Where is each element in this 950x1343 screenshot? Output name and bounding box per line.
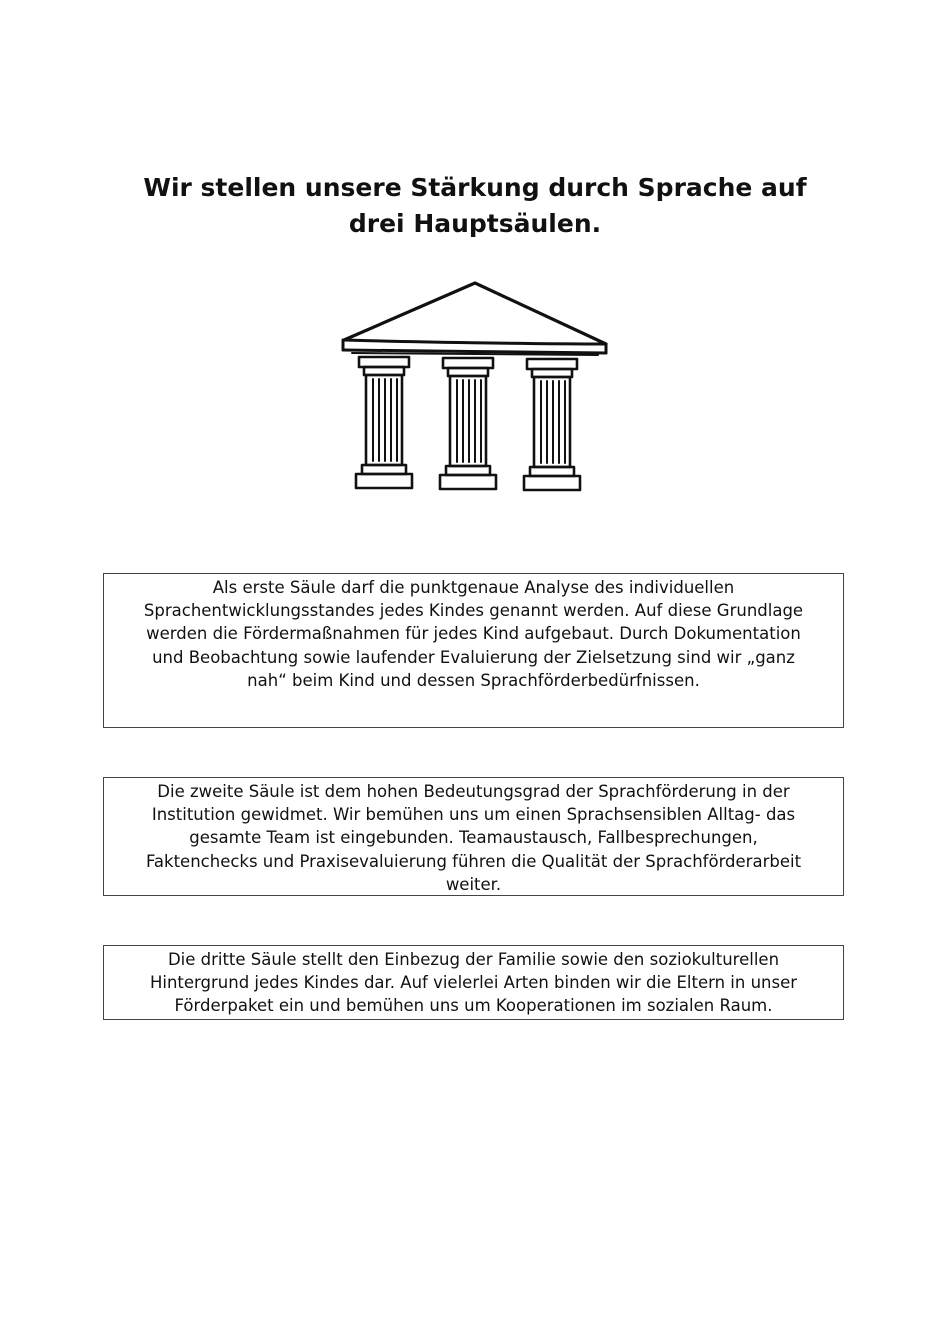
- title-line: drei Hauptsäulen.: [348, 209, 602, 238]
- text-line: nah“ beim Kind und dessen Sprachförderbedürfnissen.: [247, 670, 700, 690]
- text-line: werden die Fördermaßnahmen für jedes Kind aufgebaut. Durch Dokumentation: [146, 624, 801, 644]
- text-line: gesamte Team ist eingebunden. Teamaustausch, Fallbesprechungen,: [189, 828, 758, 848]
- text-line: Die dritte Säule stellt den Einbezug der Familie sowie den soziokulturellen: [167, 950, 780, 969]
- pillar-two-textbox: [103, 777, 844, 896]
- text-line: Als erste Säule darf die punktgenaue Analyse des individuellen: [212, 578, 735, 597]
- text-line: Faktenchecks und Praxisevaluierung führen die Qualität der Sprachförderarbeit: [145, 851, 802, 871]
- text-line: Institution gewidmet. Wir bemühen uns um einen Sprachsensiblen Alltag- das: [151, 805, 796, 825]
- text-line: Die zweite Säule ist dem hohen Bedeutungsgrad der Sprachförderung in der: [157, 782, 790, 801]
- title-line: Wir stellen unsere Stärkung durch Sprache auf: [143, 173, 807, 202]
- text-line: weiter.: [445, 874, 502, 894]
- text-line: Förderpaket ein und bemühen uns um Kooperationen im sozialen Raum.: [174, 996, 773, 1016]
- pillar-three-textbox: [103, 945, 844, 1020]
- temple-with-three-pillars-icon: [336, 278, 616, 498]
- pillar-one-textbox: [103, 573, 844, 728]
- text-line: Sprachentwicklungsstandes jedes Kindes genannt werden. Auf diese Grundlage: [143, 601, 804, 621]
- text-line: Hintergrund jedes Kindes dar. Auf vielerlei Arten binden wir die Eltern in unser: [149, 973, 798, 993]
- page-title: [100, 170, 850, 242]
- text-line: und Beobachtung sowie laufender Evaluierung der Zielsetzung sind wir „ganz: [152, 647, 795, 667]
